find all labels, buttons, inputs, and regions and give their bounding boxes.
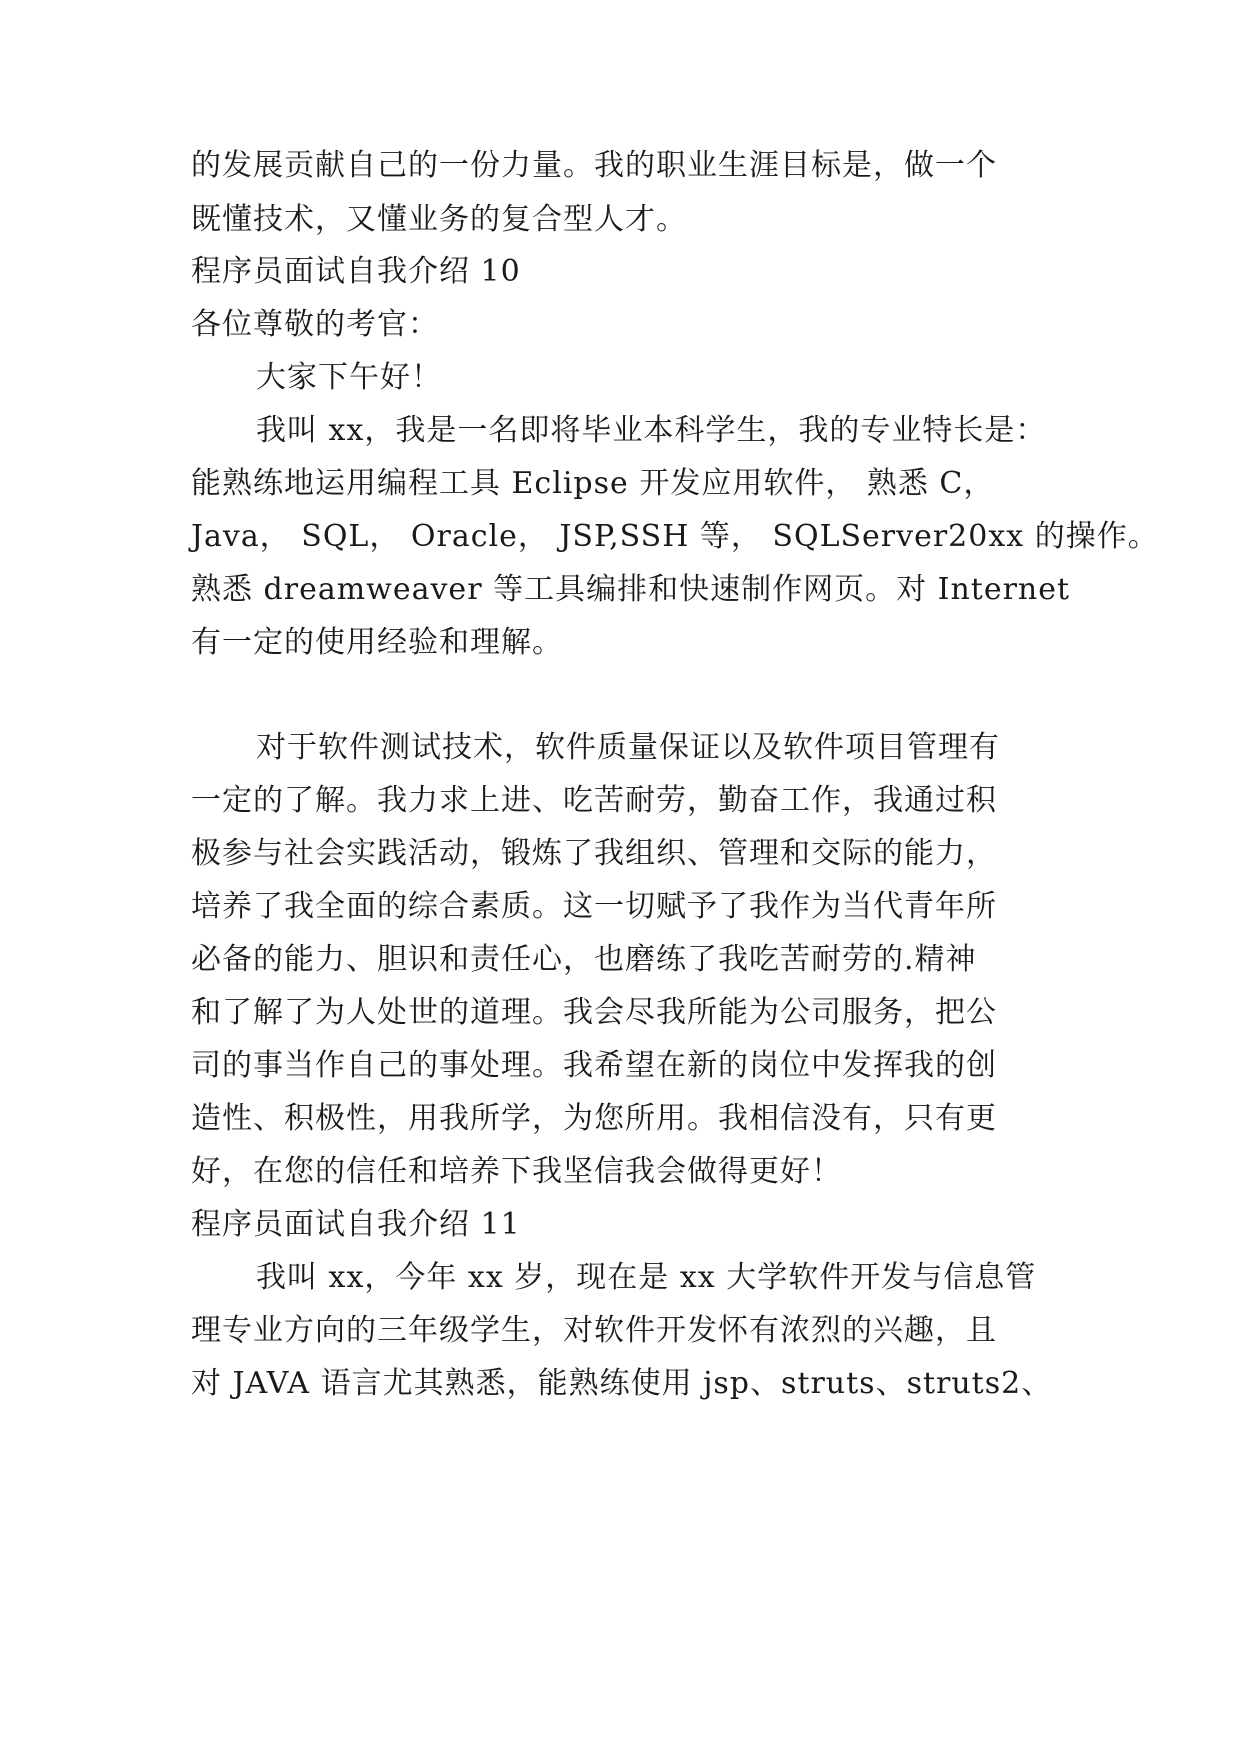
body-line: 司的事当作自己的事处理。我希望在新的岗位中发挥我的创	[191, 1048, 997, 1083]
body-line: 一定的了解。我力求上进、吃苦耐劳，勤奋工作，我通过积	[191, 783, 997, 818]
body-line: 极参与社会实践活动，锻炼了我组织、管理和交际的能力，	[191, 836, 997, 871]
body-line: 的发展贡献自己的一份力量。我的职业生涯目标是，做一个	[191, 148, 997, 183]
section-heading: 程序员面试自我介绍 10	[191, 254, 521, 289]
body-line: 理专业方向的三年级学生，对软件开发怀有浓烈的兴趣，且	[191, 1313, 997, 1348]
body-line: 造性、积极性，用我所学，为您所用。我相信没有，只有更	[191, 1101, 997, 1136]
body-line: 对于软件测试技术，软件质量保证以及软件项目管理有	[256, 730, 1000, 765]
body-line: 必备的能力、胆识和责任心，也磨练了我吃苦耐劳的.精神	[191, 942, 977, 977]
greeting: 大家下午好！	[256, 360, 442, 395]
section-heading: 程序员面试自我介绍 11	[191, 1207, 521, 1242]
body-line: 对 JAVA 语言尤其熟悉，能熟练使用 jsp、struts、struts2、	[191, 1366, 1053, 1401]
body-line: 培养了我全面的综合素质。这一切赋予了我作为当代青年所	[191, 889, 997, 924]
body-line: 和了解了为人处世的道理。我会尽我所能为公司服务，把公	[191, 995, 997, 1030]
body-line: 既懂技术，又懂业务的复合型人才。	[191, 202, 687, 237]
body-line: 有一定的使用经验和理解。	[191, 625, 563, 660]
body-line: 能熟练地运用编程工具 Eclipse 开发应用软件， 熟悉 C，	[191, 466, 995, 501]
body-line: Java， SQL， Oracle， JSP,SSH 等， SQLServer20xx 的操作。	[191, 519, 1159, 554]
body-line: 好，在您的信任和培养下我坚信我会做得更好！	[191, 1154, 842, 1189]
body-line: 我叫 xx，今年 xx 岁，现在是 xx 大学软件开发与信息管	[256, 1260, 1037, 1295]
body-line: 熟悉 dreamweaver 等工具编排和快速制作网页。对 Internet	[191, 572, 1071, 607]
salutation: 各位尊敬的考官：	[191, 307, 439, 342]
body-line: 我叫 xx，我是一名即将毕业本科学生，我的专业特长是：	[256, 413, 1047, 448]
